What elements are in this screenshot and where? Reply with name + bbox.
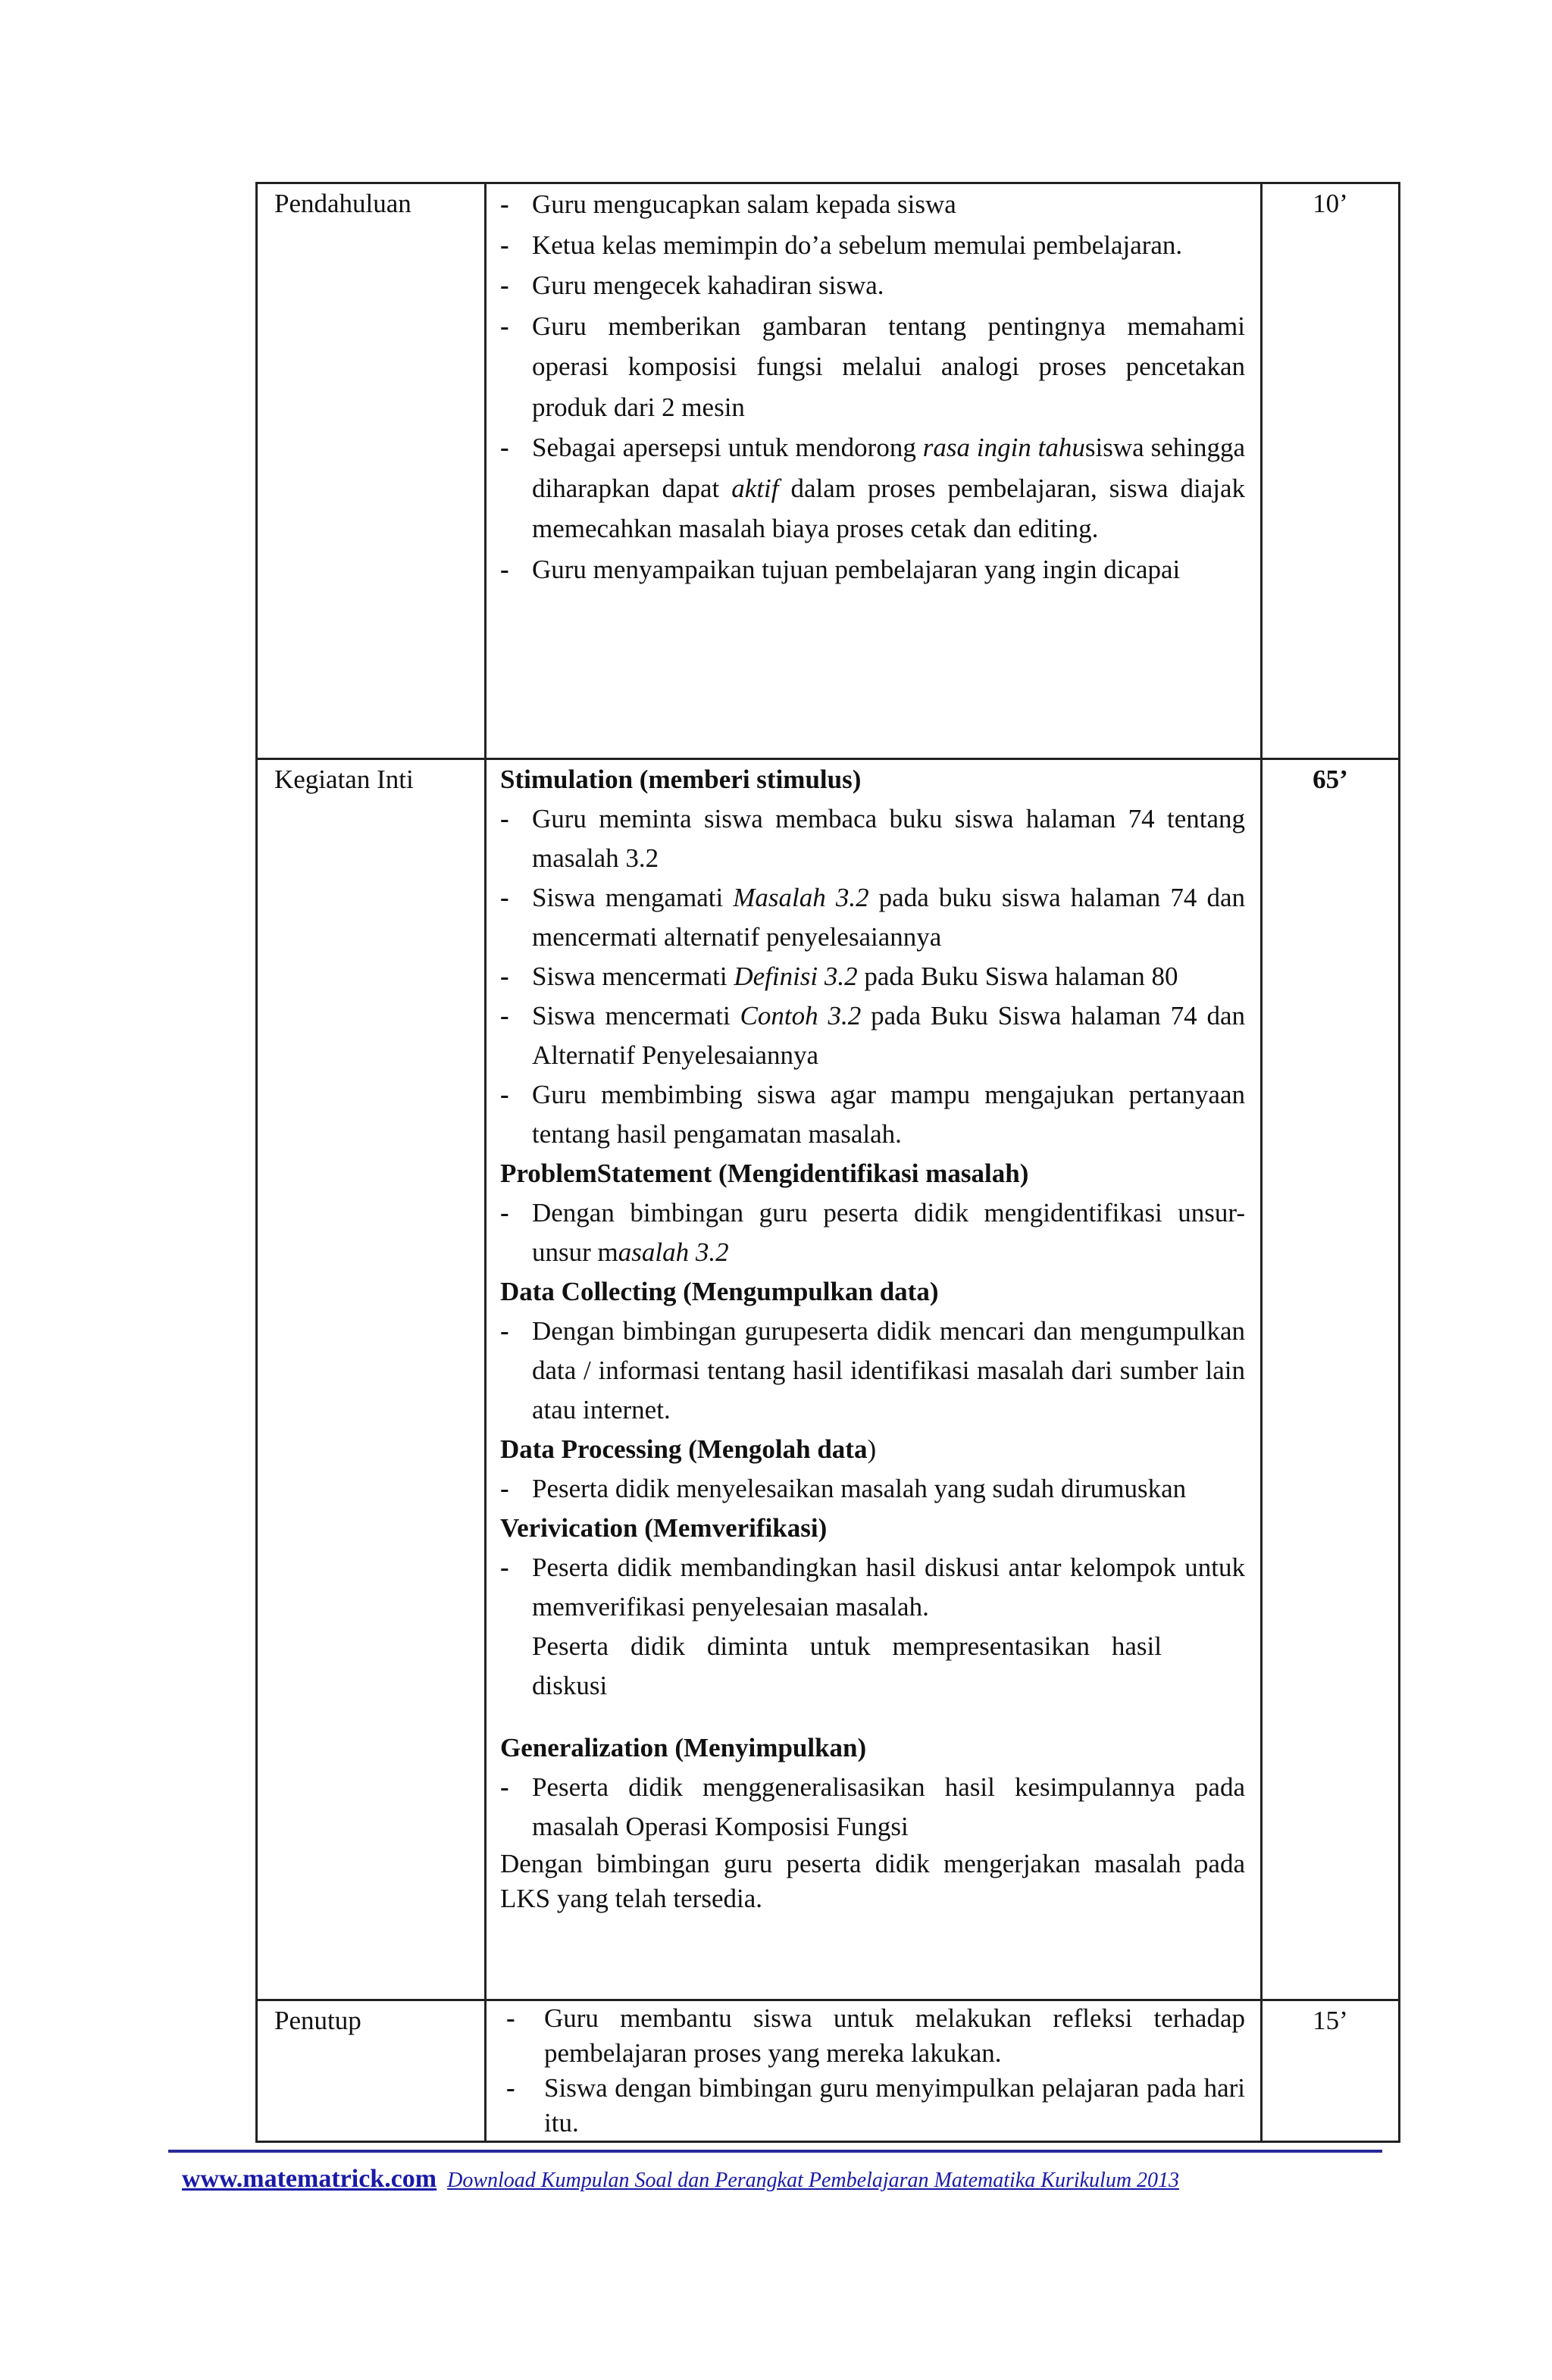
section-heading: Data Collecting (Mengumpulkan data) xyxy=(500,1277,939,1306)
list-item: - Guru mengucapkan salam kepada siswa xyxy=(500,189,956,219)
activity-cell xyxy=(486,759,1262,2000)
list-item: - Guru memberikan gambaran tentang pentingnya memahami operasi komposisi fungsi melalui analogi proses pencetakan produk dari 2 mesin xyxy=(500,311,1245,422)
list-item: - Guru membantu siswa untuk melakukan refleksi terhadap pembelajaran proses yang mereka lakukan. xyxy=(506,2003,1245,2068)
time-cell xyxy=(1262,759,1400,2000)
list-item-continuation: Peserta didik diminta untuk mempresentasikan hasil diskusi xyxy=(532,1631,1162,1700)
list-item: - Peserta didik menyelesaikan masalah yang sudah dirumuskan xyxy=(500,1474,1187,1503)
list-item: - Ketua kelas memimpin do’a sebelum memulai pembelajaran. xyxy=(500,230,1183,260)
section-heading: Stimulation (memberi stimulus) xyxy=(500,765,862,794)
footer-website-link[interactable]: www.matematrick.com xyxy=(182,2165,437,2193)
list-item: - Dengan bimbingan gurupeserta didik mencari dan mengumpulkan data / informasi tentang hasil identifikasi masalah dari sumber lain atau internet. xyxy=(500,1316,1245,1425)
phase-cell xyxy=(257,183,486,759)
list-item: - Guru menyampaikan tujuan pembelajaran yang ingin dicapai xyxy=(500,554,1181,584)
list-item: - Guru mengecek kahadiran siswa. xyxy=(500,271,884,300)
phase-label: Kegiatan Inti xyxy=(274,765,414,794)
phase-label: Penutup xyxy=(274,2006,361,2035)
duration-label: 10’ xyxy=(1313,189,1348,218)
list-item: - Siswa mencermati Definisi 3.2 pada Buku Siswa halaman 80 xyxy=(500,962,1178,991)
time-cell xyxy=(1262,2000,1400,2142)
activity-cell xyxy=(486,2000,1262,2142)
row-kegiatan-inti xyxy=(257,759,1400,2000)
list-item: - Sebagai apersepsi untuk mendorong rasa ingin tahusiswa sehingga diharapkan dapat aktif dalam proses pembelajaran, siswa diajak memecahkan masalah biaya proses cetak dan editing. xyxy=(500,433,1246,543)
row-pendahuluan xyxy=(257,183,1400,759)
list-item: - Peserta didik membandingkan hasil diskusi antar kelompok untuk memverifikasi penyelesaian masalah. xyxy=(500,1553,1245,1622)
list-item: - Siswa dengan bimbingan guru menyimpulkan pelajaran pada hari itu. xyxy=(506,2073,1245,2138)
section-heading: Data Processing (Mengolah data) xyxy=(500,1434,877,1464)
list-item: - Peserta didik menggeneralisasikan hasil kesimpulannya pada masalah Operasi Komposisi Fungsi xyxy=(500,1772,1245,1841)
duration-label: 65’ xyxy=(1313,765,1348,794)
activity-cell xyxy=(486,183,1262,759)
duration-label: 15’ xyxy=(1313,2006,1348,2035)
page-footer xyxy=(182,2165,1394,2194)
footer-divider xyxy=(168,2150,1382,2153)
list-item: - Guru meminta siswa membaca buku siswa halaman 74 tentang masalah 3.2 xyxy=(500,804,1245,873)
time-cell xyxy=(1262,183,1400,759)
paragraph: Dengan bimbingan guru peserta didik mengerjakan masalah pada LKS yang telah tersedia. xyxy=(500,1849,1245,1913)
footer-text: Download Kumpulan Soal dan Perangkat Pembelajaran Matematika Kurikulum 2013 xyxy=(447,2169,1180,2192)
lesson-activity-table xyxy=(255,182,1400,2143)
list-item: - Dengan bimbingan guru peserta didik mengidentifikasi unsur-unsur masalah 3.2 xyxy=(500,1198,1245,1267)
section-heading: Generalization (Menyimpulkan) xyxy=(500,1733,867,1762)
section-heading: Verivication (Memverifikasi) xyxy=(500,1513,828,1543)
phase-cell xyxy=(257,759,486,2000)
list-item: - Siswa mengamati Masalah 3.2 pada buku siswa halaman 74 dan mencermati alternatif penyelesaiannya xyxy=(500,883,1245,952)
section-heading: ProblemStatement (Mengidentifikasi masalah) xyxy=(500,1159,1029,1188)
row-penutup xyxy=(257,2000,1400,2142)
list-item: - Guru membimbing siswa agar mampu mengajukan pertanyaan tentang hasil pengamatan masalah. xyxy=(500,1080,1245,1149)
phase-cell xyxy=(257,2000,486,2142)
list-item: - Siswa mencermati Contoh 3.2 pada Buku Siswa halaman 74 dan Alternatif Penyelesaiannya xyxy=(500,1001,1245,1070)
phase-label: Pendahuluan xyxy=(274,189,411,218)
